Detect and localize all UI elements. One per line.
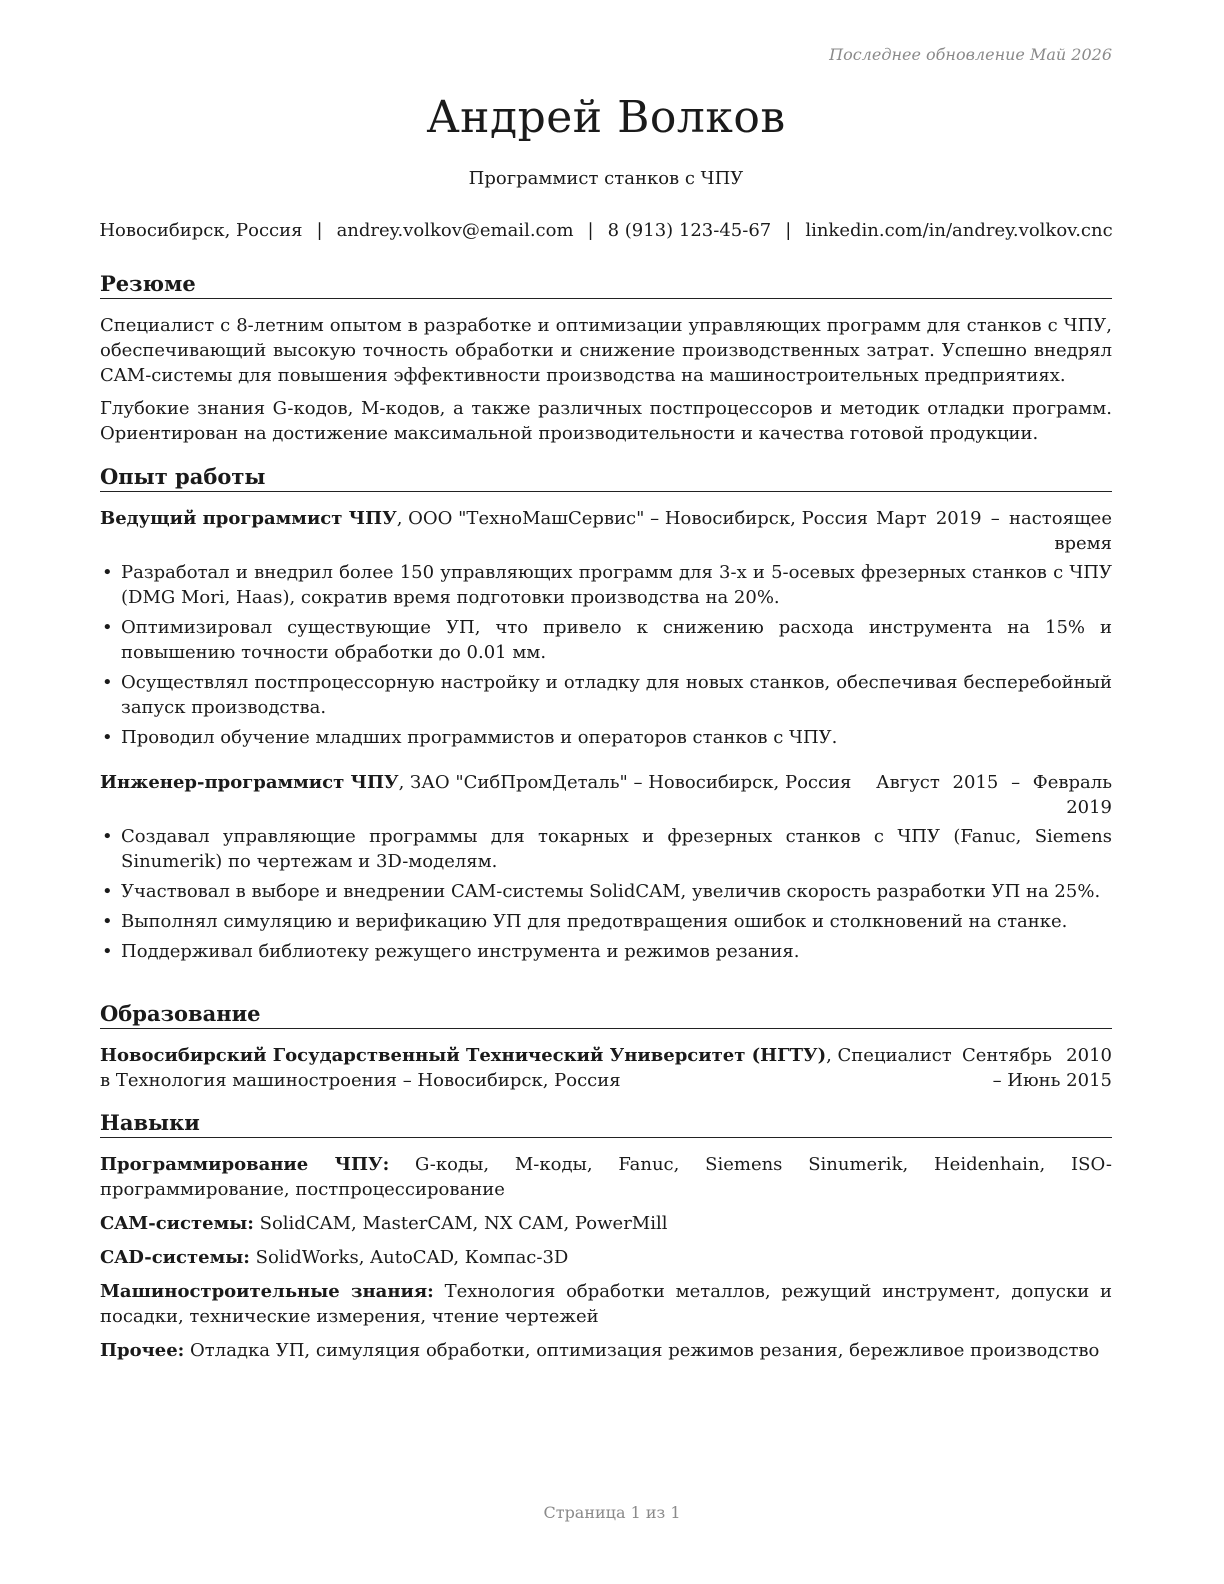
- job-header: [100, 770, 1112, 820]
- education-entry: [100, 1043, 1112, 1093]
- section-heading: Навыки: [100, 1109, 1112, 1138]
- job-company: , ЗАО "СибПромДеталь" – Новосибирск, Россия: [398, 772, 852, 793]
- bullet-text: Участвовал в выборе и внедрении CAM-системы SolidCAM, увеличив скорость разработки УП на 25%.: [121, 881, 1101, 902]
- job-company: , ООО "ТехноМашСервис" – Новосибирск, Россия: [396, 508, 869, 529]
- skill-row: [100, 1279, 1112, 1329]
- skill-value: SolidCAM, MasterCAM, NX CAM, PowerMill: [253, 1213, 668, 1234]
- job-dates: Март 2019 – настоящее время: [876, 508, 1112, 554]
- education-degree: , Специалист в Технология машиностроения – Новосибирск, Россия: [100, 1045, 952, 1091]
- contact-phone[interactable]: 8 (913) 123-45-67: [607, 220, 772, 241]
- contact-email[interactable]: andrey.volkov@email.com: [336, 220, 574, 241]
- list-item: [100, 909, 1112, 934]
- job-title-line: [100, 506, 868, 531]
- job-entry: [100, 770, 1112, 964]
- job-bullets: [100, 560, 1112, 750]
- skill-row: [100, 1245, 1112, 1270]
- bullet-text: Создавал управляющие программы для токарных и фрезерных станков с ЧПУ (Fanuc, Siemens Sinumerik) по чертежам и 3D-моделям.: [121, 826, 1112, 872]
- list-item: [100, 824, 1112, 874]
- job-entry: [100, 506, 1112, 750]
- skill-value: G-коды, M-коды, Fanuc, Siemens Sinumerik, Heidenhain, ISO-программирование, постпроцессирование: [100, 1154, 1112, 1200]
- candidate-name: Андрей Волков: [426, 92, 786, 143]
- page-number: Страница 1 из 1: [543, 1503, 681, 1522]
- section-heading: Образование: [100, 1000, 1112, 1029]
- job-title-line: [100, 770, 851, 795]
- skill-label: CAD-системы:: [100, 1247, 250, 1268]
- list-item: [100, 560, 1112, 610]
- education-school: Новосибирский Государственный Технический Университет (НГТУ): [100, 1045, 827, 1066]
- skill-label: Программирование ЧПУ:: [100, 1154, 390, 1175]
- summary-paragraph: Глубокие знания G-кодов, M-кодов, а также различных постпроцессоров и методик отладки программ. Ориентирован на достижение максимальной производительности и качества готовой продукции.: [100, 398, 1112, 444]
- bullet-icon: •: [102, 672, 113, 693]
- section-heading: Опыт работы: [100, 463, 1112, 492]
- job-dates: Август 2015 – Февраль 2019: [876, 772, 1112, 818]
- bullet-text: Выполнял симуляцию и верификацию УП для предотвращения ошибок и столкновений на станке.: [121, 911, 1068, 932]
- contact-separator: |: [316, 220, 323, 241]
- bullet-text: Оптимизировал существующие УП, что привело к снижению расхода инструмента на 15% и повышению точности обработки до 0.01 мм.: [121, 617, 1112, 663]
- contact-line: [88, 218, 1124, 243]
- list-item: [100, 725, 1112, 750]
- skill-label: Прочее:: [100, 1340, 185, 1361]
- bullet-text: Разработал и внедрил более 150 управляющих программ для 3-х и 5-осевых фрезерных станков с ЧПУ (DMG Mori, Haas), сократив время подготовки производства на 20%.: [121, 562, 1112, 608]
- bullet-text: Поддерживал библиотеку режущего инструмента и режимов резания.: [121, 941, 800, 962]
- list-item: [100, 670, 1112, 720]
- bullet-icon: •: [102, 911, 113, 932]
- job-role: Инженер-программист ЧПУ: [100, 772, 399, 793]
- skill-label: Машиностроительные знания:: [100, 1281, 434, 1302]
- bullet-icon: •: [102, 617, 113, 638]
- education-dates: Сентябрь 2010 – Июнь 2015: [962, 1045, 1112, 1091]
- bullet-icon: •: [102, 727, 113, 748]
- skill-value: Отладка УП, симуляция обработки, оптимизация режимов резания, бережливое производство: [184, 1340, 1100, 1361]
- contact-city: Новосибирск, Россия: [99, 220, 303, 241]
- contact-separator: |: [785, 220, 792, 241]
- skill-label: CAM-системы:: [100, 1213, 254, 1234]
- skills-section: [100, 1109, 1112, 1372]
- skill-row: [100, 1152, 1112, 1202]
- experience-section: [100, 463, 1112, 969]
- bullet-icon: •: [102, 881, 113, 902]
- job-role: Ведущий программист ЧПУ: [100, 508, 397, 529]
- job-header: [100, 506, 1112, 556]
- list-item: [100, 939, 1112, 964]
- list-item: [100, 879, 1112, 904]
- contact-separator: |: [587, 220, 594, 241]
- education-details: [100, 1043, 960, 1093]
- summary-section: [100, 270, 1112, 454]
- bullet-icon: •: [102, 562, 113, 583]
- bullet-text: Проводил обучение младших программистов и операторов станков с ЧПУ.: [121, 727, 838, 748]
- bullet-text: Осуществлял постпроцессорную настройку и отладку для новых станков, обеспечивая бесперебойный запуск производства.: [121, 672, 1112, 718]
- skill-value: SolidWorks, AutoCAD, Компас-3D: [249, 1247, 569, 1268]
- skill-row: [100, 1338, 1112, 1363]
- skill-value: Технология обработки металлов, режущий инструмент, допуски и посадки, технические измерения, чтение чертежей: [100, 1281, 1113, 1327]
- bullet-icon: •: [102, 826, 113, 847]
- last-updated: Последнее обновление Май 2026: [829, 45, 1112, 64]
- section-heading: Резюме: [100, 270, 1112, 299]
- job-bullets: [100, 824, 1112, 964]
- skill-row: [100, 1211, 1112, 1236]
- list-item: [100, 615, 1112, 665]
- summary-paragraph: Специалист с 8-летним опытом в разработке и оптимизации управляющих программ для станков с ЧПУ, обеспечивающий высокую точность обработки и снижение производственных затрат. Успешно внедрял CAM-системы для повышения эффективности производства на машиностроительных предприятиях.: [100, 315, 1112, 386]
- education-section: [100, 1000, 1112, 1093]
- bullet-icon: •: [102, 941, 113, 962]
- contact-linkedin[interactable]: linkedin.com/in/andrey.volkov.cnc: [805, 220, 1113, 241]
- candidate-title: Программист станков с ЧПУ: [468, 168, 744, 189]
